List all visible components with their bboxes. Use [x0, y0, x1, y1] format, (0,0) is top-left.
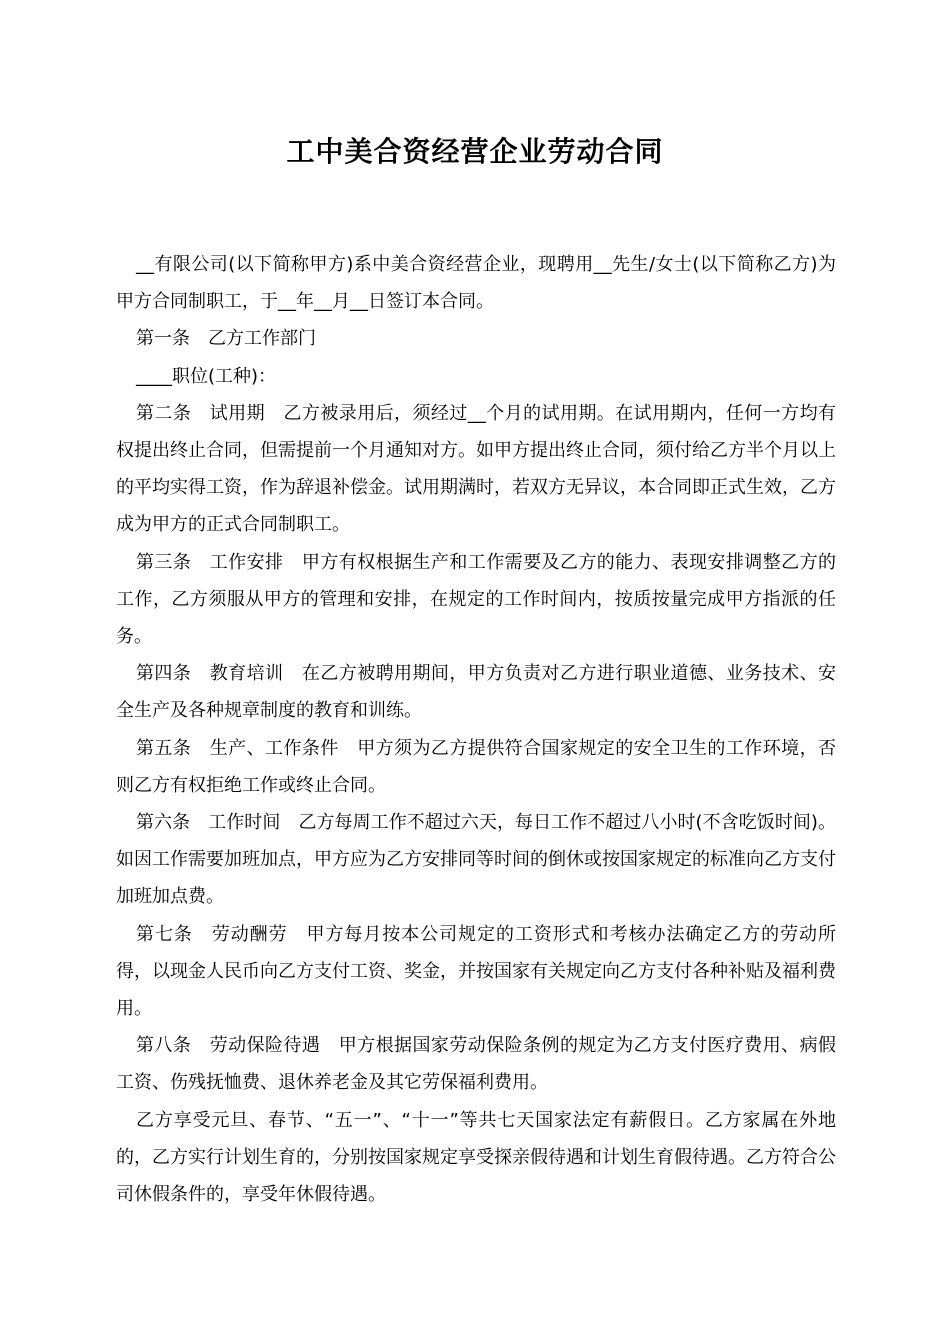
document-title: 工中美合资经营企业劳动合同 — [286, 135, 664, 168]
paragraph-article-2: 第二条 试用期 乙方被录用后，须经过__个月的试用期。在试用期内，任何一方均有权提出终止合同，但需提前一个月通知对方。如甲方提出终止合同，须付给乙方半个月以上的平均实得工资，作为辞退补偿金。试用期满时，若双方无异议，本合同即正式生效，乙方成为甲方的正式合同制职工。 — [116, 402, 836, 536]
paragraph-intro: __有限公司(以下简称甲方)系中美合资经营企业，现聘用__先生/女士(以下简称乙方)为甲方合同制职工，于__年__月__日签订本合同。 — [116, 254, 836, 313]
paragraph-article-8: 第八条 劳动保险待遇 甲方根据国家劳动保险条例的规定为乙方支付医疗费用、病假工资、伤残抚恤费、退休养老金及其它劳保福利费用。 — [116, 1035, 836, 1094]
paragraph-article-5: 第五条 生产、工作条件 甲方须为乙方提供符合国家规定的安全卫生的工作环境，否则乙方有权拒绝工作或终止合同。 — [116, 737, 836, 796]
paragraph-article-7: 第七条 劳动酬劳 甲方每月按本公司规定的工资形式和考核办法确定乙方的劳动所得，以现金人民币向乙方支付工资、奖金，并按国家有关规定向乙方支付各种补贴及福利费用。 — [116, 923, 836, 1020]
document-body — [116, 246, 836, 1213]
paragraph-article-4: 第四条 教育培训 在乙方被聘用期间，甲方负责对乙方进行职业道德、业务技术、安全生产及各种规章制度的教育和训练。 — [116, 663, 836, 722]
paragraph-holidays: 乙方享受元旦、春节、“五一”、“十一”等共七天国家法定有薪假日。乙方家属在外地的，乙方实行计划生育的，分别按国家规定享受探亲假待遇和计划生育假待遇。乙方符合公司休假条件的，享受年休假待遇。 — [116, 1109, 836, 1206]
paragraph-article-6: 第六条 工作时间 乙方每周工作不超过六天，每日工作不超过八小时(不含吃饭时间)。如因工作需要加班加点，甲方应为乙方安排同等时间的倒休或按国家规定的标准向乙方支付加班加点费。 — [116, 812, 836, 908]
paragraph-article-3: 第三条 工作安排 甲方有权根据生产和工作需要及乙方的能力、表现安排调整乙方的工作，乙方须服从甲方的管理和安排，在规定的工作时间内，按质按量完成甲方指派的任务。 — [116, 551, 836, 648]
paragraph-article-1: 第一条 乙方工作部门 — [136, 328, 316, 350]
paragraph-position: ____职位(工种)： — [136, 365, 277, 387]
